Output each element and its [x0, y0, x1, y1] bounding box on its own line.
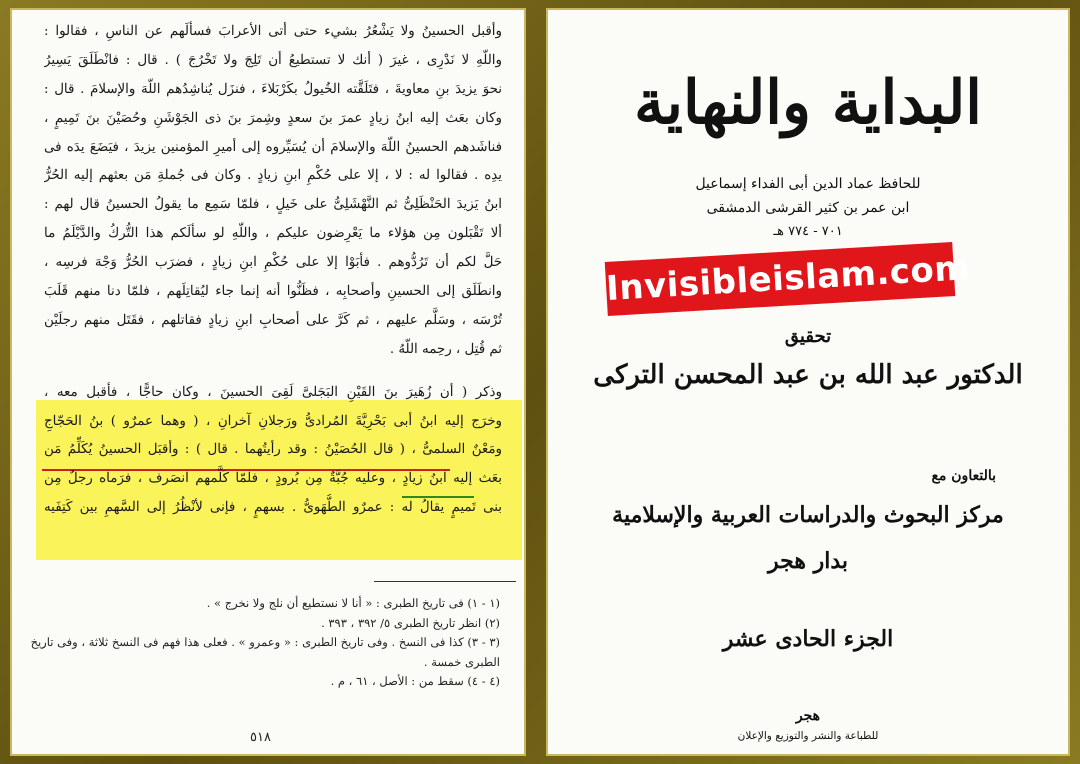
- watermark-banner: [605, 242, 972, 316]
- text-line: حَلَّ لكم أن تَرُدُّوهم . فأبَوْا إلا على حُكْمِ ابنِ زيادٍ ، فضرَب الحُرُّ وَجْهَ فرسِه ،: [44, 255, 502, 271]
- publisher-name: هجر: [795, 708, 821, 724]
- watermark-text: Invisibleislam.com: [605, 248, 972, 309]
- footnote: (٣ - ٣) كذا فى النسخ . وفى تاريخ الطبرى : « وعمرو » . فعلى هذا فهم فى النسخ ثلاثة ، وفى تاريخ: [30, 635, 500, 649]
- text-line: فناشَدهم الحسينُ اللّهَ والإسلامَ أن يُسَيِّروه إلى أميرِ المؤمنين يزيدَ ، فيَضَعَ يدَه فى: [44, 139, 502, 155]
- text-line: يدِه . فقالوا له : لا ، إلا على حُكْمِ ابنِ زيادٍ . وكان فى جُملةِ مَن بعثهم إليه الحُرُّ: [44, 168, 502, 184]
- page-number: ٥١٨: [250, 730, 271, 745]
- footnote: الطبرى خمسة .: [423, 654, 500, 669]
- text-line: واللّهِ لا نَدْرِى ، غيرَ ( أنك لا تستطيعُ أن تَلِجَ ولا تَخْرُجَ ) . قال : فانْطَلَقَ يَسِيرُ: [44, 52, 502, 68]
- author-dates: ٧٠١ - ٧٧٤ هـ: [773, 224, 843, 239]
- footnote: (٢) انظر تاريخ الطبرى ٥/ ٣٩٢ ، ٣٩٣ .: [321, 615, 500, 630]
- text-line: نحوَ يزيدَ بنِ معاويةَ ، فتَلَقَّته الخُيولُ بكَرْبَلاءَ ، فنزَل يُناشِدُهم اللّهَ والإسلامَ . قال :: [44, 81, 502, 97]
- footnotes: [30, 594, 500, 692]
- tahqiq-label: تحقيق: [784, 326, 832, 347]
- text-line: ألا تَقْبَلون مِن هؤلاء ما يَعْرِضون عليكم ، واللّهِ لو سألَكم هذا التُّركُ والدَّيْلَمُ ما: [44, 226, 502, 242]
- text-line: وأقبل الحسينُ ولا يَشْعُرُ بشيء حتى أتى الأعرابَ فسألَهم عن الناسِ ، فقالوا :: [44, 24, 502, 39]
- author-line-1: للحافظ عماد الدين أبى الفداء إسماعيل: [695, 176, 921, 192]
- editor-name: الدكتور عبد الله بن عبد المحسن التركى: [593, 360, 1023, 390]
- text-line: ثم قُتِل ، رحِمه اللّهُ .: [389, 341, 502, 357]
- text-line: وكان بعَث إليه ابنُ زيادٍ عمرَ بنَ سعدٍ وشِمرَ بنَ ذى الجَوْشَنِ وحُصَيْنَ بنَ تَمِيمٍ ،: [44, 110, 502, 126]
- highlighted-line: ومَعْنٌ السلمىُّ ، ( قال الحُصَيْنُ : وقد رأيتُهما . قال ) : وأقبَل الحسينُ يُكَلِّمُ مَن: [44, 442, 502, 458]
- highlighted-line: وخرَج إليه ابنُ أبى بَحْرِيَّةَ المُرادىُّ ورَجلانِ آخرانِ ، ( وهما عمرٌو ) بنُ الحَجّاجِ: [44, 413, 502, 429]
- body-text: [44, 18, 502, 523]
- research-center: مركز البحوث والدراسات العربية والإسلامية: [612, 502, 1004, 528]
- text-line: وانطَلَق إلى الحسينِ وأصحابِه ، فظَنُّوا أنه إنما جاء ليُقاتِلَهم ، فلمّا دنا منهم قَلَبَ: [44, 284, 502, 300]
- book-title: البداية والنهاية: [634, 68, 982, 138]
- text-line: ابنُ يَزيدَ الحَنْظَلِىُّ ثم النَّهْشَلِىُّ على خَيلٍ ، فلمّا سَمِع ما يقولُ الحسينُ قال لهم :: [44, 197, 502, 213]
- author-line-2: ابن عمر بن كثير القرشى الدمشقى: [706, 200, 910, 216]
- highlighted-line: بعَث إليه ابنُ زيادٍ ، وعليه جُبَّةٌ مِن بُرودٍ ، فلمّا كَلَّمهم انصَرف ، فرَماه رجلٌ مِن: [44, 471, 502, 487]
- footnote-divider: [374, 581, 516, 582]
- highlighted-line: بنى تَميمٍ يقالُ له : عمرٌو الطُّهَوىُّ . بسهمٍ ، فإنى لأنْظُرُ إلى السَّهمِ بين كَتِفَيه: [44, 500, 502, 516]
- text-line: تُرْسَه ، وسَلَّم عليهم ، ثم كَرَّ على أصحابِ ابنِ زيادٍ فقاتلهم ، فقَتَل منهم رجلَيْن: [44, 312, 502, 328]
- right-page-title: [546, 8, 1070, 756]
- footnote: (٤ - ٤) سقط من : الأصل ، ٦١ ، م .: [330, 674, 500, 688]
- cooperation-label: بالتعاون مع: [931, 468, 996, 484]
- publisher-tagline: للطباعة والنشر والتوزيع والإعلان: [737, 730, 879, 742]
- left-page: [10, 8, 526, 756]
- highlighted-line: وذكر ( أن زُهَيرَ بنَ القَيْنِ البَجَلىَّ لَقِىَ الحسينَ ، وكان حاجًّا ، فأقبل معه ،: [44, 384, 502, 400]
- volume-part: الجزء الحادى عشر: [722, 626, 894, 652]
- footnote: (١ - ١) فى تاريخ الطبرى : « أنا لا نستطيع أن نلج ولا نخرج » .: [206, 596, 500, 610]
- dar-hajar: بدار هجر: [767, 548, 848, 574]
